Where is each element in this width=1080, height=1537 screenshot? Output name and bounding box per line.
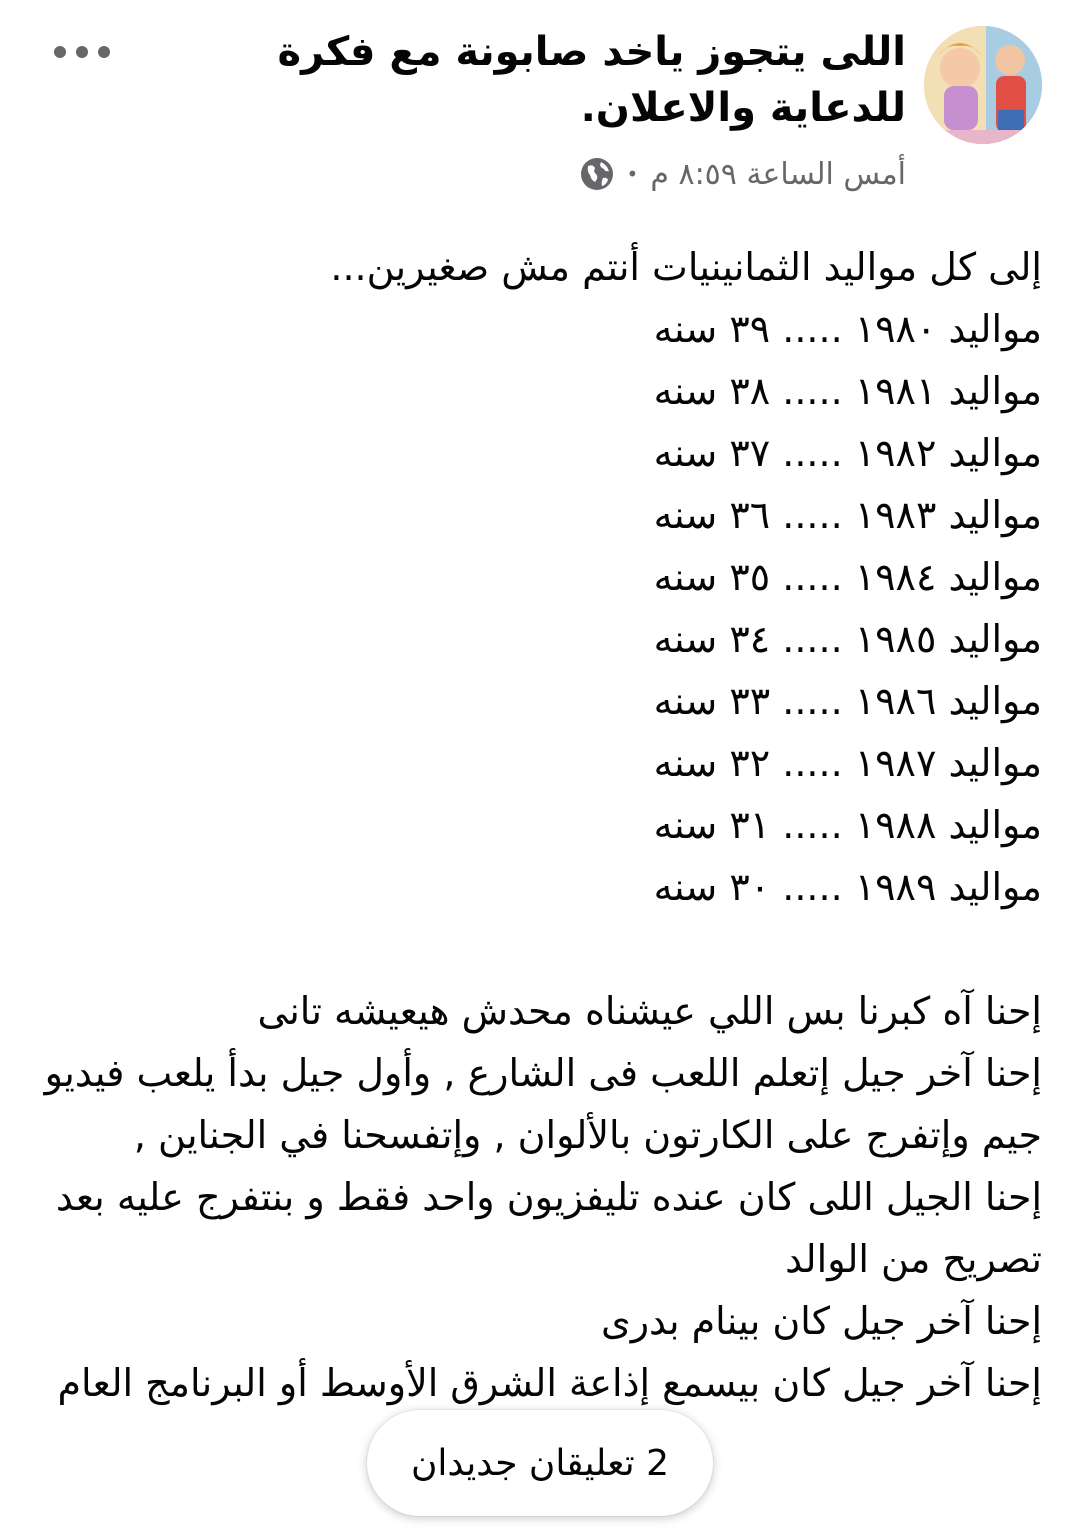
post-timestamp[interactable]: أمس الساعة ٨:٥٩ م (650, 156, 906, 192)
post-paragraph: إحنا آخر جيل كان بينام بدرى (600, 1299, 1042, 1343)
more-options-icon[interactable] (54, 40, 110, 64)
post-line: مواليد ١٩٨٩ ..... ٣٠ سنه (653, 865, 1042, 909)
globe-icon[interactable] (579, 156, 615, 192)
post-body (38, 236, 1042, 1414)
post-line: مواليد ١٩٨٦ ..... ٣٣ سنه (653, 679, 1042, 723)
post-line: مواليد ١٩٨٢ ..... ٣٧ سنه (653, 431, 1042, 475)
post-line: مواليد ١٩٨٨ ..... ٣١ سنه (653, 803, 1042, 847)
meta-separator: • (626, 162, 639, 186)
more-dot (54, 46, 66, 58)
post-paragraph: إحنا آخر جيل كان بيسمع إذاعة الشرق الأوسط أو البرنامج العام (57, 1361, 1042, 1405)
post-line: مواليد ١٩٨٠ ..... ٣٩ سنه (653, 307, 1042, 351)
page-name[interactable]: اللى يتجوز ياخد صابونة مع فكرة للدعاية والاعلان. (277, 29, 906, 131)
post-line: إلى كل مواليد الثمانينيات أنتم مش صغيرين... (330, 245, 1042, 289)
post-line: مواليد ١٩٨١ ..... ٣٨ سنه (653, 369, 1042, 413)
post-paragraph: إحنا آه كبرنا بس اللي عيشناه محدش هيعيشه تانى (257, 989, 1042, 1033)
post-header (40, 22, 1046, 212)
post-line: مواليد ١٩٨٤ ..... ٣٥ سنه (653, 555, 1042, 599)
post-meta (579, 152, 906, 196)
avatar-illustration (924, 26, 1042, 144)
post-line: مواليد ١٩٨٣ ..... ٣٦ سنه (653, 493, 1042, 537)
more-dot (76, 46, 88, 58)
post-line: مواليد ١٩٨٧ ..... ٣٢ سنه (653, 741, 1042, 785)
post-line: مواليد ١٩٨٥ ..... ٣٤ سنه (653, 617, 1042, 661)
post-paragraph: إحنا الجيل اللى كان عنده تليفزيون واحد فقط و بنتفرج عليه بعد تصريح من الوالد (55, 1175, 1042, 1281)
more-dot (98, 46, 110, 58)
new-comments-button[interactable]: 2 تعليقان جديدان (367, 1410, 713, 1516)
post-paragraph: إحنا آخر جيل إتعلم اللعب فى الشارع , وأول جيل بدأ يلعب فيديو جيم وإتفرج على الكارتون بالألوان , وإتفسحنا في الجناين , (44, 1051, 1042, 1157)
page-avatar[interactable] (924, 26, 1042, 144)
paragraph-spacer (38, 918, 1042, 980)
